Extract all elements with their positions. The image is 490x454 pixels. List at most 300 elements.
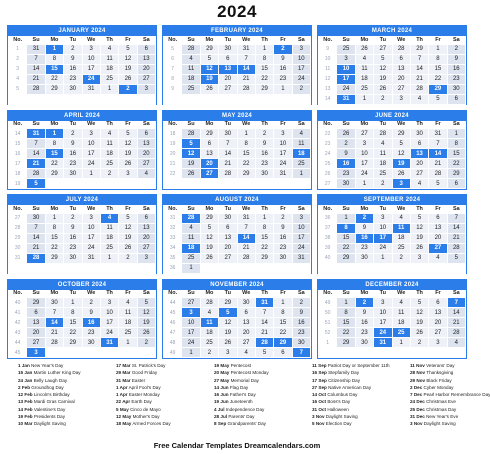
day-cell: 25 [119,328,137,338]
day-cell: 10 [337,64,355,74]
day-cell: 2 [374,94,392,104]
week-number: 3 [9,64,27,74]
day-cell: 19 [410,318,428,328]
week-number: 27 [9,213,27,223]
day-cell: 27 [200,169,218,179]
week-number: 31 [164,213,182,223]
day-cell: 1 [355,94,373,104]
day-cell: 14 [447,308,465,318]
day-cell [429,263,447,273]
holiday-name: Earth Day [131,399,152,405]
holiday-item [18,385,116,391]
week-row [319,54,466,64]
week-number: 22 [319,129,337,139]
day-cell: 6 [137,129,155,139]
week-number: 4 [9,74,27,84]
holiday-item [312,363,410,369]
weekday-header: We [82,290,100,298]
week-row [319,263,466,273]
footer-credit: Free Calendar Templates Dreamcalendars.com [153,441,321,450]
day-cell: 30 [237,298,255,308]
weekday-header: Th [100,205,118,213]
weekday-header: Tu [374,36,392,44]
day-cell [429,348,447,358]
day-cell [82,263,100,273]
holiday-item [312,421,410,427]
day-cell: 28 [27,84,45,94]
day-cell: 26 [410,328,428,338]
day-cell: 4 [447,338,465,348]
holiday-item [214,363,312,369]
week-row [319,149,466,159]
holiday-item [312,370,410,376]
day-cell: 30 [27,213,45,223]
day-cell: 8 [337,308,355,318]
day-cell: 27 [410,169,428,179]
day-cell: 1 [182,263,200,273]
week-row [319,139,466,149]
holiday-item [116,378,214,384]
day-cell: 10 [82,139,100,149]
day-cell: 1 [337,213,355,223]
day-cell: 18 [100,233,118,243]
holiday-name: Presidents Day [33,414,65,420]
day-cell [182,94,200,104]
holiday-item [214,378,312,384]
day-cell: 27 [27,338,45,348]
week-row [9,54,156,64]
weekday-header: No. [319,121,337,129]
day-cell [119,179,137,189]
weekday-header: Th [255,36,273,44]
holiday-item [410,407,472,413]
holiday-name: Columbus Day [327,392,358,398]
day-cell [137,179,155,189]
day-cell: 23 [292,328,310,338]
day-cell: 19 [219,328,237,338]
day-cell: 30 [219,44,237,54]
day-cell: 14 [237,233,255,243]
day-cell: 17 [355,159,373,169]
weekday-header: Th [410,205,428,213]
day-cell: 8 [337,223,355,233]
day-cell: 31 [82,84,100,94]
weekday-header: Mo [45,121,63,129]
day-cell: 14 [27,233,45,243]
day-cell: 29 [27,298,45,308]
holiday-name: Cyber Monday [423,384,454,390]
day-cell: 31 [27,44,45,54]
weekday-header: Th [100,290,118,298]
day-cell: 19 [137,318,155,328]
holiday-name: Thanksgiving [426,370,454,376]
day-cell: 15 [255,233,273,243]
day-cell [182,179,200,189]
day-cell: 26 [119,159,137,169]
weekday-header: Sa [447,121,465,129]
holiday-date: 17 Sep [312,377,327,383]
week-number: 20 [164,149,182,159]
week-number: 39 [319,243,337,253]
week-number: 9 [319,44,337,54]
day-cell: 7 [292,348,310,358]
month-title: NOVEMBER 2024 [163,280,311,290]
day-cell: 5 [392,139,410,149]
holiday-item [214,399,312,405]
day-cell: 6 [410,139,428,149]
week-number: 51 [319,318,337,328]
month-title: MAY 2024 [163,111,311,121]
day-cell: 1 [274,84,292,94]
day-cell: 12 [374,64,392,74]
day-cell: 28 [374,129,392,139]
week-row [319,243,466,253]
holiday-name: Native American Day [328,384,371,390]
weekday-header: Tu [219,205,237,213]
holiday-item [116,392,214,398]
holiday-name: Juneteenth [229,399,253,405]
day-cell: 26 [119,74,137,84]
day-cell: 30 [64,169,82,179]
day-cell: 2 [355,298,373,308]
day-cell: 2 [355,213,373,223]
weekday-header: Mo [355,205,373,213]
week-row [319,179,466,189]
day-cell: 9 [82,308,100,318]
day-cell: 28 [182,44,200,54]
day-cell: 20 [429,233,447,243]
holiday-date: 24 Jan [18,377,33,383]
day-cell: 11 [100,223,118,233]
day-cell: 6 [27,308,45,318]
day-cell: 30 [219,213,237,223]
day-cell: 10 [274,139,292,149]
day-cell: 12 [392,149,410,159]
day-cell: 2 [374,179,392,189]
day-cell: 7 [447,298,465,308]
weekday-header: Mo [355,36,373,44]
day-cell: 6 [392,54,410,64]
day-cell: 21 [27,243,45,253]
week-number [319,348,337,358]
week-row [9,179,156,189]
day-cell: 24 [374,243,392,253]
day-cell: 24 [337,84,355,94]
day-cell: 19 [119,233,137,243]
weekday-header: Sa [292,290,310,298]
day-cell: 2 [274,44,292,54]
week-number: 17 [9,159,27,169]
day-cell: 13 [137,223,155,233]
holiday-name: Cinco de Mayo [130,406,161,412]
holiday-item [214,385,312,391]
holiday-date: 29 Nov [410,377,426,383]
day-cell: 13 [27,318,45,328]
holiday-item [18,421,116,427]
day-cell: 18 [392,233,410,243]
week-row [319,253,466,263]
holiday-date: 14 Feb [18,406,33,412]
month-title: SEPTEMBER 2024 [318,195,466,205]
weekday-header: We [237,290,255,298]
day-cell: 30 [64,253,82,263]
week-row [9,169,156,179]
day-cell: 20 [219,243,237,253]
day-cell: 23 [447,74,465,84]
day-cell: 31 [374,338,392,348]
day-cell: 6 [447,179,465,189]
day-cell: 4 [182,54,200,64]
holiday-date: 7 Dec [410,392,423,398]
day-cell: 1 [255,213,273,223]
weekday-header: Mo [355,121,373,129]
day-cell: 9 [274,54,292,64]
day-cell: 9 [355,223,373,233]
holiday-item [312,385,410,391]
day-cell: 9 [64,54,82,64]
week-row [164,298,311,308]
day-cell: 7 [237,54,255,64]
day-cell: 3 [82,129,100,139]
day-cell: 13 [429,308,447,318]
day-cell: 5 [219,308,237,318]
day-cell [27,94,45,104]
month-title: DECEMBER 2024 [318,280,466,290]
week-number: 27 [319,179,337,189]
week-row [9,223,156,233]
holiday-item [410,421,472,427]
holiday-name: Memorial Day [230,377,259,383]
month-table [8,121,156,190]
day-cell: 7 [45,308,63,318]
day-cell: 19 [182,159,200,169]
day-cell: 16 [292,318,310,328]
week-number: 52 [319,328,337,338]
day-cell: 21 [237,243,255,253]
day-cell: 26 [392,169,410,179]
day-cell: 10 [374,223,392,233]
day-cell: 5 [27,179,45,189]
weekday-header: Tu [374,121,392,129]
day-cell: 9 [64,223,82,233]
day-cell: 15 [255,64,273,74]
holiday-date: 14 Oct [312,392,327,398]
weekday-header: Su [27,121,45,129]
day-cell: 16 [355,233,373,243]
holiday-name: Independence Day [225,406,265,412]
day-cell: 28 [45,338,63,348]
week-number: 45 [9,348,27,358]
day-cell: 11 [392,308,410,318]
day-cell [337,348,355,358]
day-cell: 18 [100,64,118,74]
day-cell: 3 [292,44,310,54]
weekday-header: Fr [429,290,447,298]
holiday-name: Valentine's Day [33,406,66,412]
day-cell: 12 [119,139,137,149]
holiday-date: 10 Mar [18,421,33,427]
day-cell: 27 [182,298,200,308]
day-cell [100,263,118,273]
day-cell: 30 [255,169,273,179]
day-cell: 12 [137,308,155,318]
weekday-header: We [392,290,410,298]
day-cell: 26 [200,84,218,94]
holiday-item [410,378,472,384]
holiday-column [214,363,312,439]
day-cell: 26 [410,243,428,253]
week-number: 44 [164,298,182,308]
weekday-header: No. [164,121,182,129]
day-cell: 25 [100,243,118,253]
weekday-header: Sa [137,121,155,129]
day-cell [137,348,155,358]
month-card [162,110,312,190]
weekday-header: Th [410,36,428,44]
day-cell: 30 [64,84,82,94]
day-cell: 8 [429,54,447,64]
holiday-name: Grandparents' Day [227,421,266,427]
week-row [164,308,311,318]
day-cell: 17 [82,64,100,74]
holiday-date: 11 Nov [410,363,425,368]
holiday-name: St. Patrick's Day [131,363,166,368]
day-cell [200,263,218,273]
holiday-column [18,363,116,439]
month-table [318,121,466,190]
day-cell: 9 [337,149,355,159]
holiday-item [312,392,410,398]
day-cell: 19 [119,149,137,159]
holiday-name: Stepfamily Day [328,370,359,376]
day-cell: 5 [200,54,218,64]
weekday-header: Sa [447,290,465,298]
month-title: FEBRUARY 2024 [163,26,311,36]
day-cell: 23 [274,74,292,84]
holiday-name: Election Day [325,421,352,427]
day-cell: 16 [355,318,373,328]
day-cell [200,94,218,104]
holiday-item [116,363,214,369]
day-cell: 28 [237,84,255,94]
day-cell: 26 [182,169,200,179]
day-cell: 27 [137,159,155,169]
day-cell [64,348,82,358]
day-cell: 4 [100,44,118,54]
day-cell: 15 [45,233,63,243]
week-number: 32 [164,223,182,233]
day-cell: 31 [82,253,100,263]
week-number: 26 [319,169,337,179]
day-cell: 21 [429,159,447,169]
day-cell: 3 [374,213,392,223]
day-cell: 15 [64,318,82,328]
month-table [8,36,156,105]
day-cell: 11 [182,64,200,74]
week-number: 12 [319,74,337,84]
day-cell: 17 [374,233,392,243]
week-row [164,243,311,253]
holiday-name: Lincoln's Birthday [33,392,70,398]
day-cell: 18 [200,328,218,338]
day-cell: 25 [182,253,200,263]
day-cell [119,348,137,358]
day-cell: 22 [45,159,63,169]
holiday-date: 13 Feb [18,399,33,405]
day-cell: 17 [292,64,310,74]
day-cell: 16 [447,64,465,74]
day-cell: 22 [45,74,63,84]
day-cell: 28 [237,253,255,263]
weekday-header: Th [100,36,118,44]
week-row [319,129,466,139]
weekday-header: We [82,205,100,213]
day-cell [337,263,355,273]
weekday-header: Mo [355,290,373,298]
day-cell: 3 [27,348,45,358]
weekday-header: Tu [374,290,392,298]
day-cell: 26 [337,129,355,139]
day-cell: 4 [137,169,155,179]
day-cell: 8 [45,54,63,64]
day-cell: 27 [219,84,237,94]
weekday-header: Mo [45,290,63,298]
day-cell: 25 [392,243,410,253]
day-cell: 17 [82,149,100,159]
day-cell: 18 [119,318,137,328]
day-cell: 24 [292,243,310,253]
day-cell: 9 [274,223,292,233]
week-row [319,298,466,308]
day-cell: 22 [255,74,273,84]
day-cell: 4 [355,54,373,64]
day-cell: 7 [447,213,465,223]
day-cell: 21 [27,74,45,84]
week-row [319,318,466,328]
holiday-item [116,407,214,413]
day-cell: 29 [200,44,218,54]
day-cell: 14 [255,318,273,328]
holiday-date: 14 Jun [214,384,229,390]
day-cell: 16 [64,149,82,159]
weekday-header: Sa [292,205,310,213]
day-cell: 4 [182,223,200,233]
day-cell: 8 [45,223,63,233]
day-cell [64,179,82,189]
holiday-name: Flag Day [229,384,249,390]
holiday-date: 16 Jun [214,392,229,398]
day-cell: 4 [119,298,137,308]
day-cell: 11 [182,233,200,243]
week-row [319,223,466,233]
week-row [164,139,311,149]
day-cell: 28 [182,129,200,139]
week-row [9,348,156,358]
day-cell: 25 [100,74,118,84]
holiday-item [410,399,472,405]
day-cell: 1 [292,169,310,179]
week-row [164,223,311,233]
week-row [319,159,466,169]
week-number: 9 [164,84,182,94]
day-cell: 29 [200,129,218,139]
week-number: 21 [164,159,182,169]
day-cell: 31 [237,44,255,54]
day-cell: 2 [337,139,355,149]
day-cell: 29 [337,253,355,263]
day-cell: 17 [374,318,392,328]
day-cell: 21 [27,159,45,169]
